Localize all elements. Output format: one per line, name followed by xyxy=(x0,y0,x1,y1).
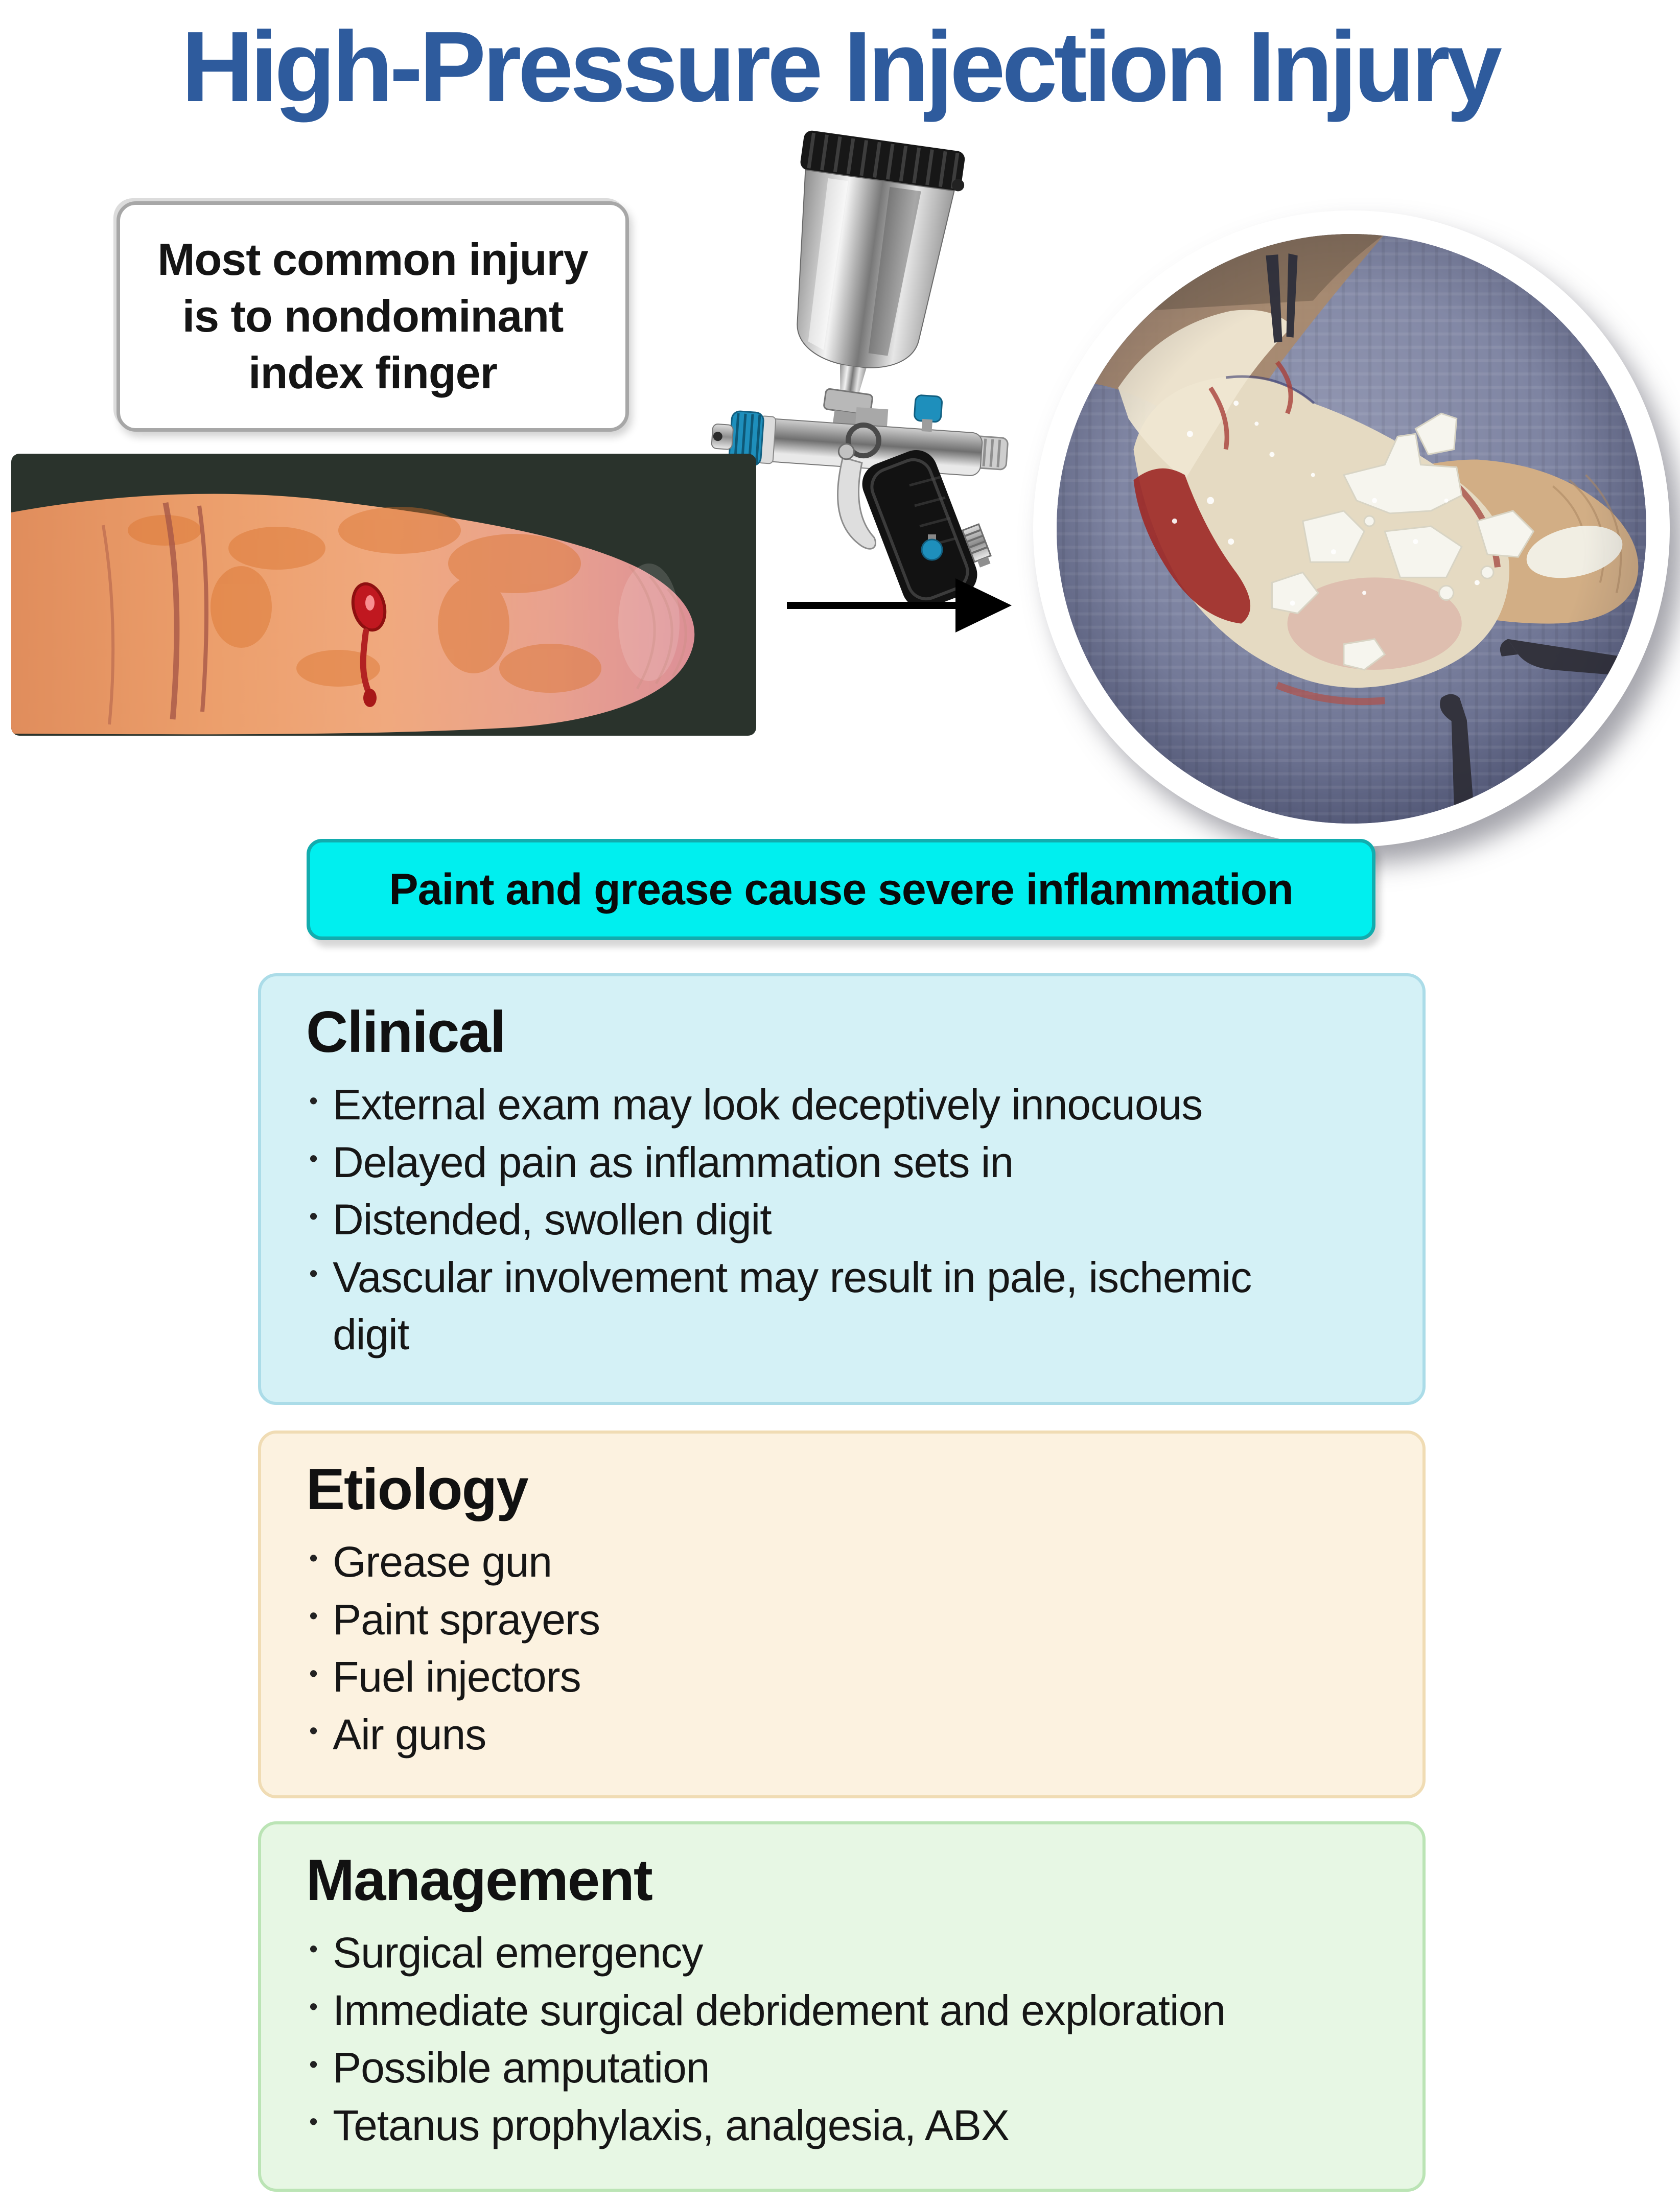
management-bullet-list xyxy=(306,1924,1397,2154)
surgical-exploration-photo xyxy=(1033,210,1670,847)
arrow-right xyxy=(787,572,1012,639)
finger-wound-photo xyxy=(11,454,756,736)
banner-inflammation xyxy=(307,839,1375,940)
list-item: • Tetanus prophylaxis, analgesia, ABX xyxy=(306,2097,1397,2154)
list-item: • Surgical emergency xyxy=(306,1924,1397,1982)
clinical-bullet-list xyxy=(306,1076,1397,1364)
callout-line-3: index finger xyxy=(248,347,497,398)
gun-cup xyxy=(765,130,969,439)
callout-line-2: is to nondominant xyxy=(182,291,564,342)
section-clinical-title: Clinical xyxy=(306,1000,505,1065)
section-etiology-title: Etiology xyxy=(306,1457,528,1522)
list-item: • Immediate surgical debridement and exploration xyxy=(306,1982,1397,2039)
list-item: • Air guns xyxy=(306,1706,1397,1764)
callout-line-1: Most common injury xyxy=(157,234,588,285)
section-clinical xyxy=(258,973,1426,1405)
list-item: • Possible amputation xyxy=(306,2039,1397,2097)
list-item: • Paint sprayers xyxy=(306,1591,1397,1649)
list-item: • Fuel injectors xyxy=(306,1648,1397,1706)
callout-most-common-injury xyxy=(116,201,629,432)
list-item: • External exam may look deceptively innocuous xyxy=(306,1076,1397,1134)
etiology-bullet-list xyxy=(306,1533,1397,1763)
section-management-title: Management xyxy=(306,1848,652,1913)
section-etiology xyxy=(258,1431,1426,1798)
page-title: High-Pressure Injection Injury xyxy=(181,11,1499,123)
list-item: • Vascular involvement may result in pale, ischemic digit xyxy=(306,1249,1397,1364)
list-item: • Delayed pain as inflammation sets in xyxy=(306,1134,1397,1191)
banner-text: Paint and grease cause severe inflammation xyxy=(389,864,1293,914)
section-management xyxy=(258,1821,1426,2192)
list-item: • Distended, swollen digit xyxy=(306,1191,1397,1249)
paint-spray-gun-image xyxy=(709,128,1029,605)
list-item: • Grease gun xyxy=(306,1533,1397,1591)
